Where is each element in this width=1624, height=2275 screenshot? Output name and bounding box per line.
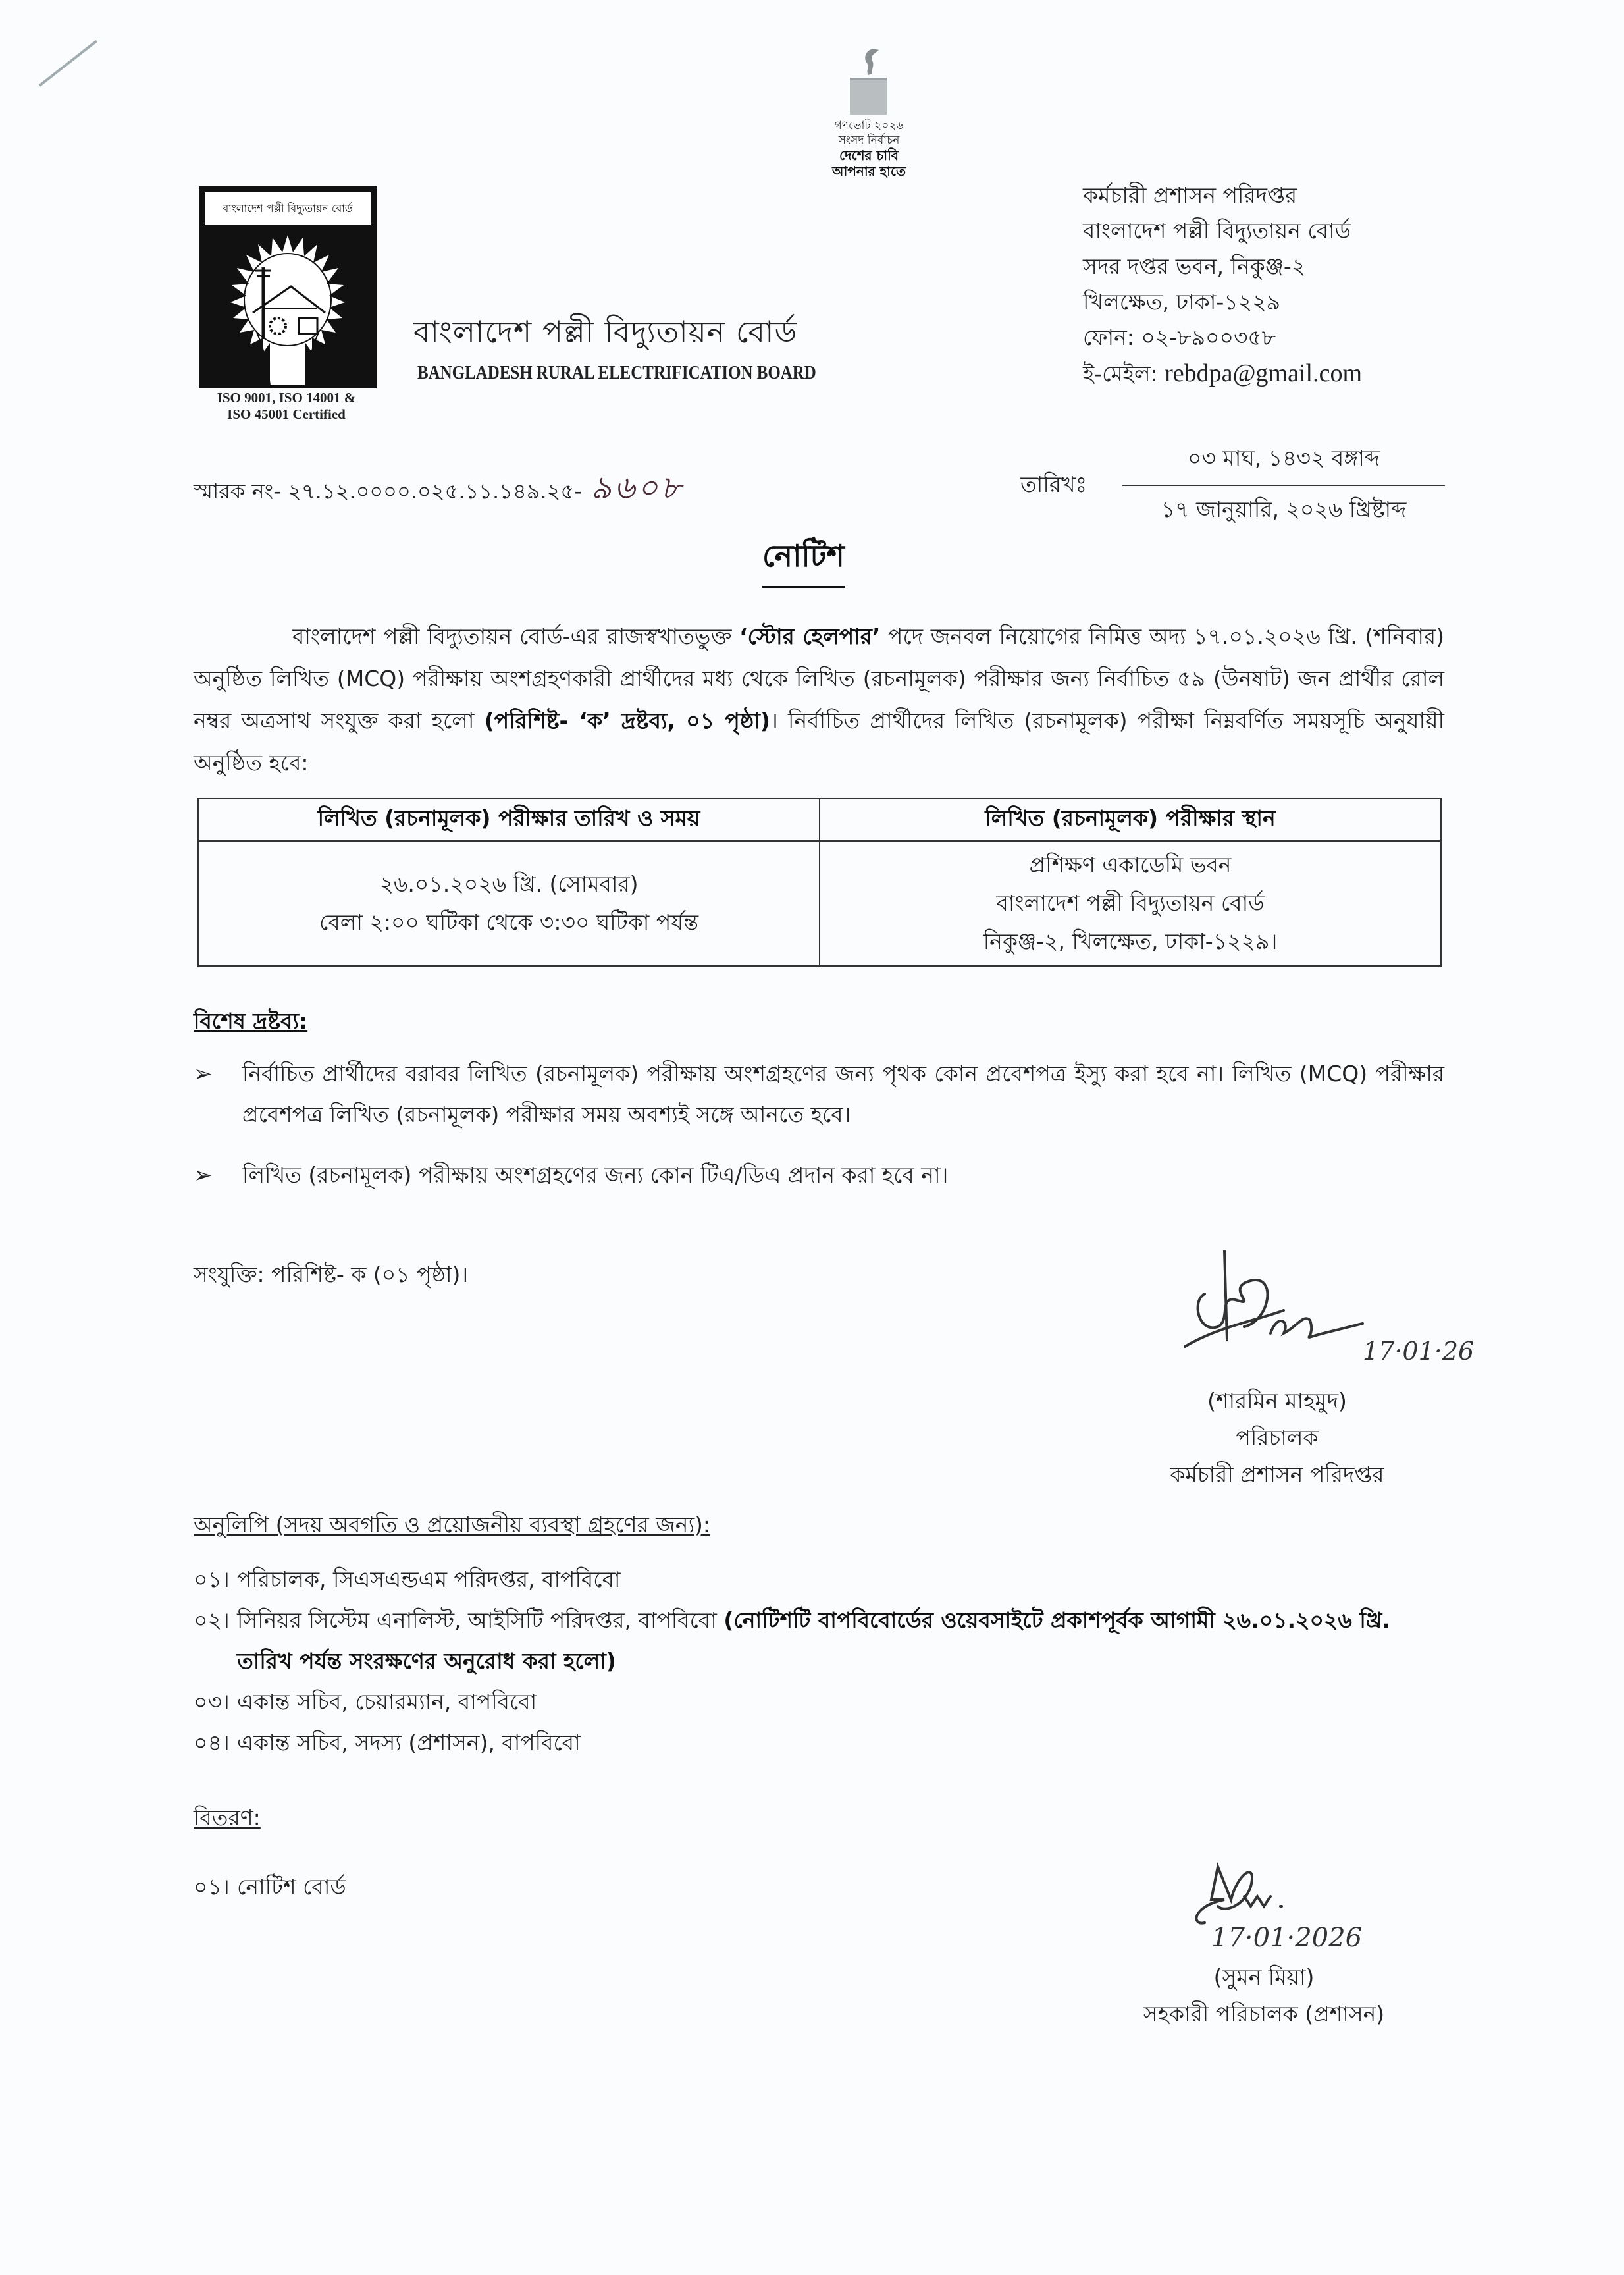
arrow-bullet-icon: ➢ xyxy=(194,1162,213,1189)
cell-venue xyxy=(820,841,1441,966)
post-name: ‘স্টোর হেলপার’ xyxy=(739,624,881,649)
signatory2-designation: সহকারী পরিচালক (প্রশাসন) xyxy=(1143,2001,1385,2027)
body-text-b: পদে জনবল নিয়োগের নিমিত্ত অদ্য ১৭.০১.২০২৬ খ্রি. (শনিবার) অনুষ্ঠিত লিখিত (MCQ) পরীক্ষায় অংশগ্রহণকারী প্রার্থীদের মধ্য থেকে লিখিত (রচনামূলক) পরীক্ষার জন্য নির্বাচিত ৫৯ (উনষাট) জন প্রার্থীর রোল নম্বর অত্রসাথ সংযুক্ত করা হলো xyxy=(194,624,1445,734)
memo-number xyxy=(194,464,684,516)
address-city: খিলক্ষেত, ঢাকা-১২২৯ xyxy=(1083,289,1280,315)
table-row xyxy=(198,841,1441,966)
note-text: নির্বাচিত প্রার্থীদের বরাবর লিখিত (রচনামূলক) পরীক্ষায় অংশগ্রহণের জন্য পৃথক কোন প্রবেশপত্র ইস্যু করা হবে না। লিখিত (MCQ) পরীক্ষার প্রবেশপত্র লিখিত (রচনামূলক) পরীক্ষার সময় অবশ্যই সঙ্গে আনতে হবে। xyxy=(242,1061,1444,1127)
memo-label: স্মারক নং- ২৭.১২.০০০০.০২৫.১১.১৪৯.২৫- xyxy=(194,479,582,504)
distribution-heading: বিতরণ: xyxy=(194,1805,261,1831)
item-text: পরিচালক, সিএসএন্ডএম পরিদপ্তর, বাপবিবো xyxy=(237,1566,621,1592)
date-block xyxy=(1122,441,1445,529)
notice-title: নোটিশ xyxy=(762,533,845,588)
signatory1-name: (শারমিন মাহমুদ) xyxy=(1207,1388,1347,1414)
signature-image xyxy=(1178,1248,1376,1353)
exam-time: বেলা ২:০০ ঘটিকা থেকে ৩:৩০ ঘটিকা পর্যন্ত xyxy=(319,909,698,935)
signature2-date: 17·01·2026 xyxy=(1211,1923,1363,1953)
address-block xyxy=(1083,178,1362,392)
special-notes-list xyxy=(194,1054,1444,1216)
date-gregorian: ১৭ জানুয়ারি, ২০২৬ খ্রিষ্টাব্দ xyxy=(1161,496,1407,522)
special-notes-heading: বিশেষ দ্রষ্টব্য: xyxy=(194,1008,308,1034)
item-text: একান্ত সচিব, চেয়ারম্যান, বাপবিবো xyxy=(237,1689,537,1715)
attachment-note: সংযুক্তি: পরিশিষ্ট- ক (০১ পৃষ্ঠা)। xyxy=(194,1262,469,1287)
exam-date: ২৬.০১.২০২৬ খ্রি. (সোমবার) xyxy=(379,871,639,897)
list-item xyxy=(194,1682,1444,1723)
iso-line2: ISO 45001 Certified xyxy=(227,406,346,422)
light-bulb-icon xyxy=(200,227,375,385)
notice-body xyxy=(194,616,1444,784)
address-dept: কর্মচারী প্রশাসন পরিদপ্তর xyxy=(1083,182,1297,208)
ballot-box-icon xyxy=(839,46,899,119)
cell-date-time xyxy=(198,841,820,966)
appendix-reference: (পরিশিষ্ট- ‘ক’ দ্রষ্টব্য, ০১ পৃষ্ঠা) xyxy=(484,708,770,734)
list-item xyxy=(194,1600,1444,1682)
signatory1-block xyxy=(1113,1383,1442,1493)
venue-line3: নিকুঞ্জ-২, খিলক্ষেত, ঢাকা-১২২৯। xyxy=(983,928,1278,954)
election-logo-line4: আপনার হাতে xyxy=(832,163,906,179)
table-header-row xyxy=(198,799,1441,841)
arrow-bullet-icon: ➢ xyxy=(194,1061,213,1087)
email-link[interactable]: rebdpa@gmail.com xyxy=(1165,360,1362,387)
election-logo-line3: দেশের চাবি xyxy=(839,147,899,163)
signature-image xyxy=(1185,1860,1303,1933)
note-text: লিখিত (রচনামূলক) পরীক্ষায় অংশগ্রহণের জন্য কোন টিএ/ডিএ প্রদান করা হবে না। xyxy=(242,1162,949,1188)
scan-mark xyxy=(39,40,97,87)
distribution-list xyxy=(194,1870,346,1907)
exam-schedule-table xyxy=(197,798,1442,967)
list-item xyxy=(194,1723,1444,1763)
list-item xyxy=(194,1870,346,1907)
org-name-english: BANGLADESH RURAL ELECTRIFICATION BOARD xyxy=(417,362,816,383)
email-label: ই-মেইল: xyxy=(1083,361,1165,387)
header-venue: লিখিত (রচনামূলক) পরীক্ষার স্থান xyxy=(820,799,1441,841)
venue-line2: বাংলাদেশ পল্লী বিদ্যুতায়ন বোর্ড xyxy=(996,890,1265,916)
reb-logo xyxy=(199,186,377,388)
item-number: ০৪। xyxy=(194,1730,230,1755)
list-item xyxy=(194,1559,1444,1600)
iso-line1: ISO 9001, ISO 14001 & xyxy=(217,390,356,406)
address-building: সদর দপ্তর ভবন, নিকুঞ্জ-২ xyxy=(1083,254,1306,279)
address-email-row xyxy=(1083,356,1362,392)
signatory1-department: কর্মচারী প্রশাসন পরিদপ্তর xyxy=(1170,1462,1384,1487)
org-name-bangla: বাংলাদেশ পল্লী বিদ্যুতায়ন বোর্ড xyxy=(413,314,798,350)
iso-certification xyxy=(191,390,382,423)
date-bangla: ০৩ মাঘ, ১৪৩২ বঙ্গাব্দ xyxy=(1122,441,1445,486)
copies-heading: অনুলিপি (সদয় অবগতি ও প্রয়োজনীয় ব্যবস্থা গ্রহণের জন্য): xyxy=(194,1512,711,1538)
date-label: তারিখঃ xyxy=(1020,471,1087,497)
election-logo xyxy=(810,46,928,179)
body-text-a: বাংলাদেশ পল্লী বিদ্যুতায়ন বোর্ড-এর রাজস্বখাতভুক্ত xyxy=(292,624,740,649)
header-date-time: লিখিত (রচনামূলক) পরীক্ষার তারিখ ও সময় xyxy=(198,799,820,841)
address-org: বাংলাদেশ পল্লী বিদ্যুতায়ন বোর্ড xyxy=(1083,218,1351,244)
item-note: (নোটিশটি বাপবিবোর্ডের ওয়েবসাইটে প্রকাশপূর্বক আগামী ২৬.০১.২০২৬ খ্রি. তারিখ পর্যন্ত সংরক্ষণের অনুরোধ করা হলো) xyxy=(237,1607,1390,1674)
item-number: ০১। xyxy=(194,1874,230,1900)
signature1-date: 17·01·26 xyxy=(1363,1337,1475,1366)
signatory2-name: (সুমন মিয়া) xyxy=(1213,1964,1315,1990)
item-text: একান্ত সচিব, সদস্য (প্রশাসন), বাপবিবো xyxy=(237,1730,581,1755)
election-logo-line2: সংসদ নির্বাচন xyxy=(838,134,900,147)
logo-band-text: বাংলাদেশ পল্লী বিদ্যুতায়ন বোর্ড xyxy=(204,192,371,226)
item-number: ০৩। xyxy=(194,1689,230,1715)
copies-list xyxy=(194,1559,1444,1763)
list-item xyxy=(194,1155,1444,1196)
list-item xyxy=(194,1054,1444,1135)
address-phone: ফোন: ০২-৮৯০০৩৫৮ xyxy=(1083,325,1276,350)
venue-line1: প্রশিক্ষণ একাডেমি ভবন xyxy=(1029,852,1232,878)
item-text: নোটিশ বোর্ড xyxy=(237,1874,346,1900)
memo-handwritten-number: ৯৬০৮ xyxy=(590,469,684,506)
item-text: সিনিয়র সিস্টেম এনালিস্ট, আইসিটি পরিদপ্তর, বাপবিবো xyxy=(237,1607,724,1633)
signatory1-designation: পরিচালক xyxy=(1236,1425,1319,1451)
election-logo-line1: গণভোট ২০২৬ xyxy=(834,119,904,132)
signatory2-block xyxy=(1093,1959,1435,2033)
body-text-c: । নির্বাচিত প্রার্থীদের লিখিত (রচনামূলক) পরীক্ষা নিম্নবর্ণিত সময়সূচি অনুযায়ী অনুষ্ঠিত হবে: xyxy=(194,708,1444,776)
item-number: ০১। xyxy=(194,1566,230,1592)
item-number: ০২। xyxy=(194,1607,230,1633)
